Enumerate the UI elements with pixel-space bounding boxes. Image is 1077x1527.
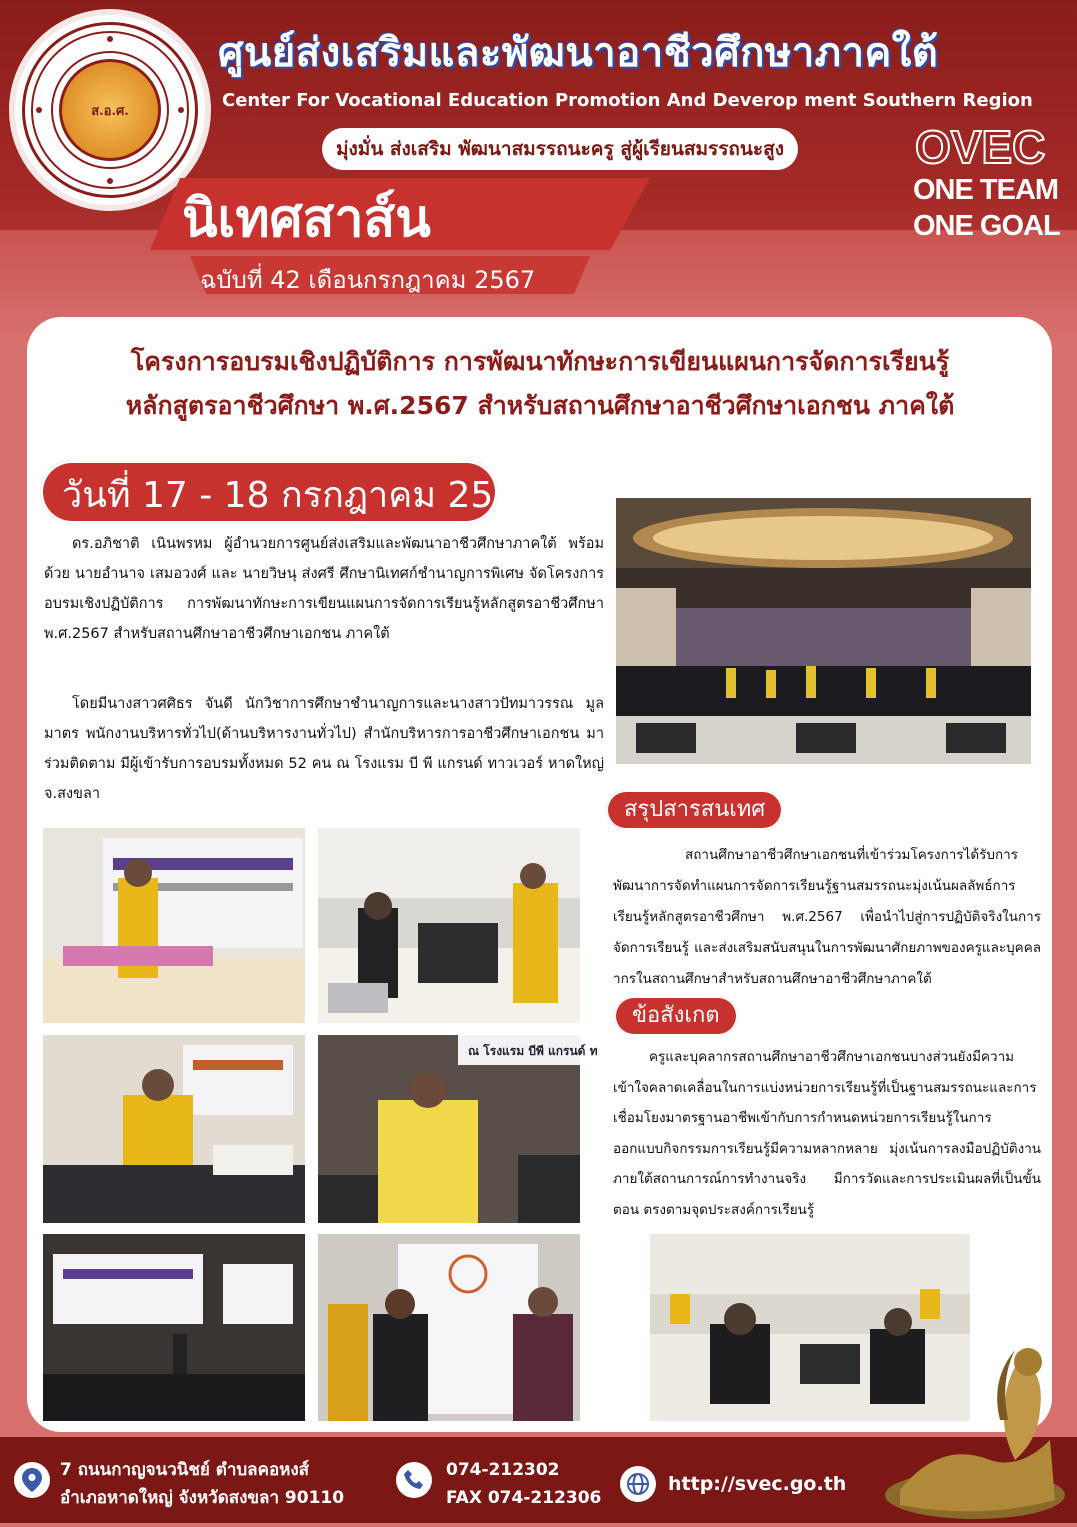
ovec-seal-logo: ส.อ.ศ. <box>15 15 205 205</box>
group-photo <box>616 498 1031 764</box>
article-paragraph-2: โดยมีนางสาวศศิธร จันดี นักวิชาการศึกษาชำนาญการและนางสาวปัทมาวรรณ มูลมาตร พนักงานบริหารทั่วไป(ด้านบริหารงานทั่วไป) สำนักบริหารการอาชีวศึกษาเอกชน มาร่วมติดตาม มีผู้เข้ารับการอบรมทั้งหมด 52 คน ณ โรงแรม บี พี แกรนด์ ทาวเวอร์ หาดใหญ่ จ.สงขลา <box>44 696 604 802</box>
photo-training-room <box>318 828 580 1023</box>
mermaid-statue-image <box>880 1320 1070 1523</box>
phone-icon <box>396 1462 432 1498</box>
issue-label: ฉบับที่ 42 เดือนกรกฎาคม 2567 <box>200 266 536 294</box>
footer-contact <box>446 1456 601 1512</box>
phone-number[interactable]: 074-212302 <box>446 1460 560 1480</box>
photo-speaker-podium <box>43 828 305 1023</box>
photo-auditorium-screen <box>43 1234 305 1421</box>
one-team-one-goal <box>913 172 1060 244</box>
event-date: วันที่ 17 - 18 กรกฎาคม 2567 <box>62 475 540 516</box>
article-paragraph-1: ดร.อภิชาติ เนินพรหม ผู้อำนวยการศูนย์ส่งเสริมและพัฒนาอาชีวศึกษาภาคใต้ พร้อมด้วย นายอำนาจ เสมอวงศ์ และ นายวิษนุ ส่งศรี ศึกษานิเทศก์ชำนาญการพิเศษ จัดโครงการอบรมเชิงปฏิบัติการ การพัฒนาทักษะการเขียนแผนการจัดการเรียนรู้หลักสูตรอาชีวศึกษา พ.ศ.2567 สำหรับสถานศึกษาอาชีวศึกษาเอกชน ภาคใต้ <box>44 536 604 642</box>
headline-line-2: หลักสูตรอาชีวศึกษา พ.ศ.2567 สำหรับสถานศึกษาอาชีวศึกษาเอกชน ภาคใต้ <box>125 391 955 420</box>
location-pin-icon <box>14 1462 50 1498</box>
photo-lecturer-yellow-shirt <box>43 1035 305 1223</box>
svg-text:ณ โรงแรม บีพี แกรนด์ ท: ณ โรงแรม บีพี แกรนด์ ท <box>468 1044 598 1058</box>
observation-text: ครูและบุคลากรสถานศึกษาอาชีวศึกษาเอกชนบางส่วนยังมีความเข้าใจคลาดเคลื่อนในการแบ่งหน่วยการเรียนรู้ที่เป็นฐานสมรรถนะและการเชื่อมโยงมาตรฐานอาชีพเข้ากับการกำหนดหน่วยการเรียนรู้ในการออกแบบกิจกรรมการเรียนรู้มีความหลากหลาย มุ่งเน้นการลงมือปฏิบัติงานภายใต้สถานการณ์การทำงานจริง มีการวัดและการประเมินผลที่เป็นขั้นตอน ตรงตามจุดประสงค์การเรียนรู้ <box>613 1049 1041 1218</box>
photo-workshop-whiteboard <box>318 1234 580 1421</box>
website-link[interactable]: http://svec.go.th <box>668 1473 847 1495</box>
center-title-thai: ศูนย์ส่งเสริมและพัฒนาอาชีวศึกษาภาคใต้ <box>218 30 939 76</box>
headline-line-1: โครงการอบรมเชิงปฏิบัติการ การพัฒนาทักษะการเขียนแผนการจัดการเรียนรู้ <box>130 347 950 376</box>
summary-text: สถานศึกษาอาชีวศึกษาเอกชนที่เข้าร่วมโครงการได้รับการพัฒนาการจัดทำแผนการจัดการเรียนรู้ฐานสมรรถนะมุ่งเน้นผลลัพธ์การเรียนรู้หลักสูตรอาชีวศึกษา พ.ศ.2567 เพื่อนำไปสู่การปฏิบัติจริงในการจัดการเรียนรู้ และส่งเสริมสนับสนุนในการพัฒนาศักยภาพของครูและบุคคลากรในสถานศึกษาสำหรับสถานศึกษาอาชีวศึกษาภาคใต้ <box>613 847 1041 987</box>
summary-heading: สรุปสารสนเทศ <box>606 790 783 830</box>
newsletter-title: นิเทศสาส์น <box>182 189 431 249</box>
photo-presenter-microphone <box>318 1035 598 1223</box>
one-goal-label: ONE GOAL <box>913 210 1060 242</box>
slogan-badge: มุ่งมั่น ส่งเสริม พัฒนาสมรรถนะครู สู่ผู้เรียนสมรรถนะสูง <box>322 128 798 170</box>
fax-number: FAX 074-212306 <box>446 1488 602 1508</box>
one-team-label: ONE TEAM <box>913 174 1059 206</box>
center-title-english: Center For Vocational Education Promotion And Deverop ment Southern Region <box>222 90 1033 111</box>
article-headline <box>40 340 1040 428</box>
ovec-wordmark: OVEC <box>915 121 1046 173</box>
observation-heading: ข้อสังเกต <box>614 996 738 1036</box>
address-line-1: 7 ถนนกาญจนวนิชย์ ตำบลคอหงส์ <box>60 1460 310 1480</box>
globe-icon <box>620 1466 656 1502</box>
footer-address <box>60 1456 344 1512</box>
address-line-2: อำเภอหาดใหญ่ จังหวัดสงขลา 90110 <box>60 1488 345 1508</box>
